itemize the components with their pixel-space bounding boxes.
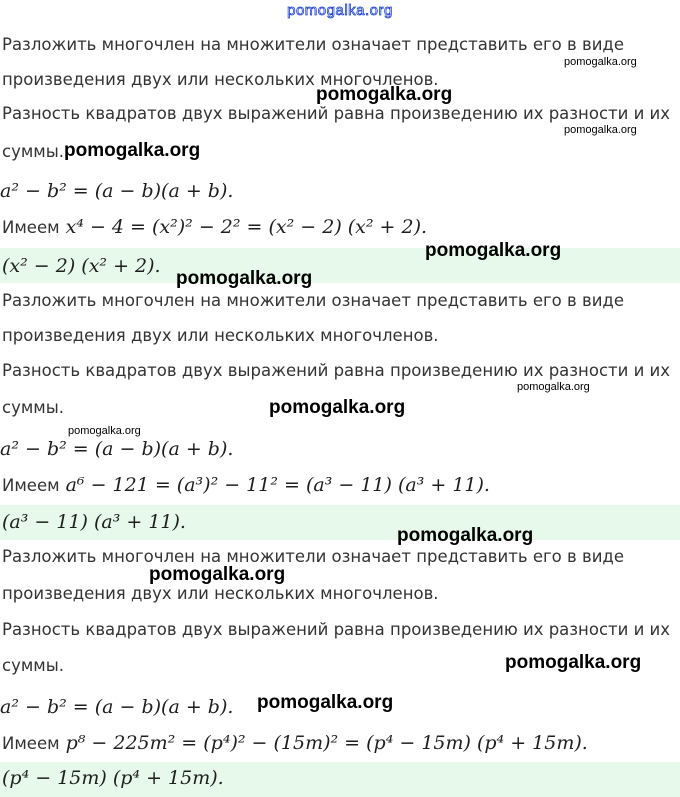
watermark: pomogalka.org bbox=[505, 652, 642, 673]
watermark: pomogalka.org bbox=[149, 564, 286, 585]
work-line bbox=[2, 474, 490, 496]
definition-line-2: произведения двух или нескольких многочленов. bbox=[2, 326, 439, 345]
difference-of-squares-formula: a² − b² = (a − b)(a + b). bbox=[0, 180, 234, 202]
watermark: pomogalka.org bbox=[269, 397, 406, 418]
watermark: pomogalka.org bbox=[397, 525, 534, 546]
work-label: Имеем bbox=[2, 218, 60, 237]
watermark: pomogalka.org bbox=[316, 84, 453, 105]
answer: (x² − 2) (x² + 2). bbox=[2, 255, 161, 277]
work-expression: x⁴ − 4 = (x²)² − 2² = (x² − 2) (x² + 2). bbox=[65, 216, 428, 238]
answer: (p⁴ − 15m) (p⁴ + 15m). bbox=[2, 767, 224, 789]
definition-line-1: Разложить многочлен на множители означает представить его в виде bbox=[2, 291, 624, 310]
header-watermark: pomogalka.org bbox=[287, 2, 393, 19]
definition-line-2: произведения двух или нескольких многочленов. bbox=[2, 70, 439, 89]
work-line bbox=[2, 732, 588, 754]
watermark: pomogalka.org bbox=[68, 425, 141, 437]
work-label: Имеем bbox=[2, 734, 60, 753]
work-line bbox=[2, 216, 427, 238]
watermark: pomogalka.org bbox=[257, 692, 394, 713]
rule-line-2: суммы. bbox=[2, 656, 65, 675]
work-label: Имеем bbox=[2, 476, 60, 495]
watermark: pomogalka.org bbox=[64, 140, 201, 161]
definition-line-2: произведения двух или нескольких многочленов. bbox=[2, 584, 439, 603]
watermark: pomogalka.org bbox=[517, 381, 590, 393]
watermark: pomogalka.org bbox=[564, 124, 637, 136]
rule-line-1: Разность квадратов двух выражений равна произведению их разности и их bbox=[2, 361, 671, 380]
difference-of-squares-formula: a² − b² = (a − b)(a + b). bbox=[0, 696, 234, 718]
rule-line-1: Разность квадратов двух выражений равна произведению их разности и их bbox=[2, 620, 671, 639]
definition-line-1: Разложить многочлен на множители означает представить его в виде bbox=[2, 35, 624, 54]
watermark: pomogalka.org bbox=[176, 268, 313, 289]
watermark: pomogalka.org bbox=[425, 240, 562, 261]
work-expression: a⁶ − 121 = (a³)² − 11² = (a³ − 11) (a³ + 11). bbox=[65, 474, 490, 496]
rule-line-2: суммы. bbox=[2, 398, 65, 417]
rule-line-1: Разность квадратов двух выражений равна произведению их разности и их bbox=[2, 104, 671, 123]
answer: (a³ − 11) (a³ + 11). bbox=[2, 511, 186, 533]
watermark: pomogalka.org bbox=[564, 56, 637, 68]
definition-line-1: Разложить многочлен на множители означает представить его в виде bbox=[2, 547, 624, 566]
rule-line-2: суммы. bbox=[2, 142, 65, 161]
work-expression: p⁸ − 225m² = (p⁴)² − (15m)² = (p⁴ − 15m) (p⁴ + 15m). bbox=[65, 732, 588, 754]
difference-of-squares-formula: a² − b² = (a − b)(a + b). bbox=[0, 438, 234, 460]
